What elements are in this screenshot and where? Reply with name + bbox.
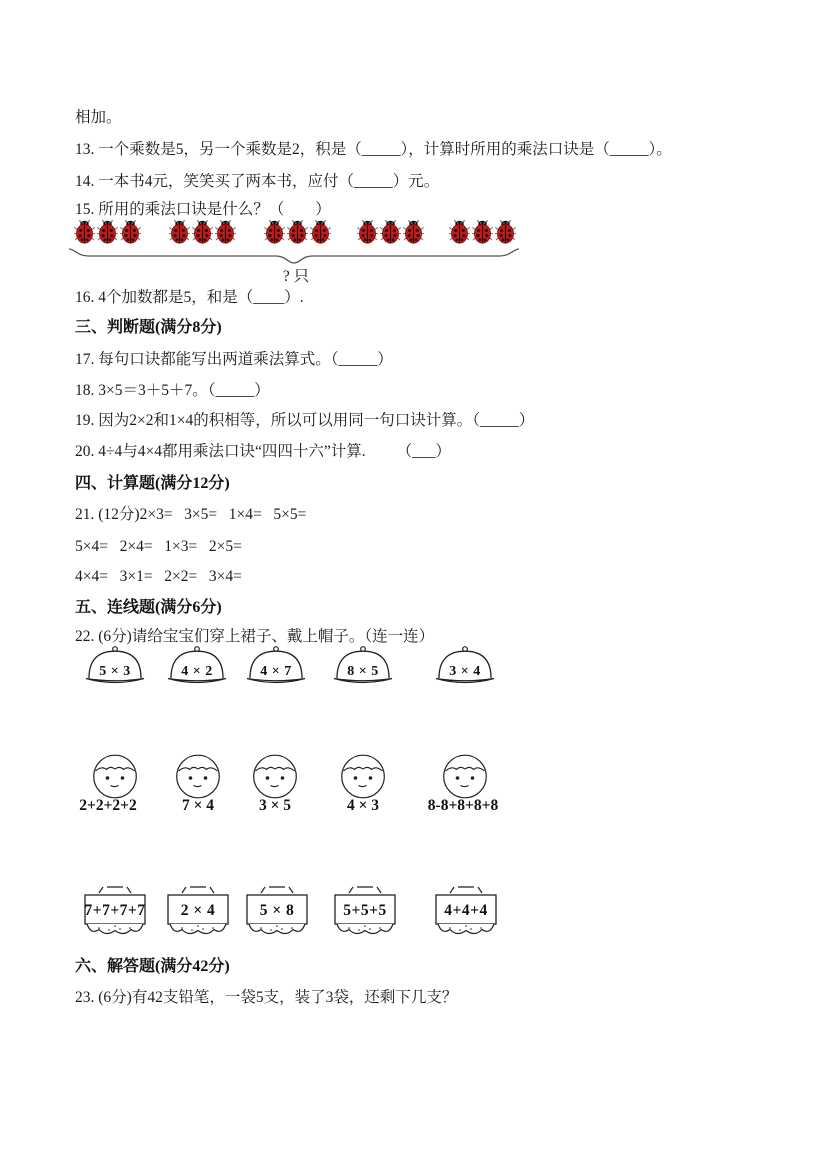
question-17: 17. 每句口诀都能写出两道乘法算式。（_____） [75,351,393,368]
ladybug-icon [403,219,424,245]
ladybug-icon [287,219,308,245]
ladybug-icon [357,219,378,245]
skirt-label: 5+5+5 [343,902,387,919]
ladybug-icon [472,219,493,245]
ladybug-icon [380,219,401,245]
section-5-heading: 五、连线题(满分6分) [75,599,222,616]
face-icon [174,752,222,800]
face-icon [441,752,489,800]
section-4-heading: 四、计算题(满分12分) [75,475,230,492]
skirt-label: 5 × 8 [259,902,295,919]
ladybug-icon [97,219,118,245]
face-shape-icon [91,752,139,800]
hat-label: 5 × 3 [99,664,131,679]
face-shape-icon [441,752,489,800]
ladybug-group [169,219,236,245]
face-icon [339,752,387,800]
ladybug-icon [120,219,141,245]
question-15: 15. 所用的乘法口诀是什么？（ ） [75,201,331,218]
question-20: 20. 4÷4与4×4都用乘法口诀“四四十六”计算. （___） [75,443,451,460]
ladybug-icon [310,219,331,245]
hat-label: 4 × 7 [260,664,292,679]
hat-label: 4 × 2 [181,664,213,679]
hat-icon [165,644,229,688]
face-label: 4 × 3 [346,797,380,814]
intro-text: 相加。 [75,109,122,126]
hat-icon [83,644,147,688]
section-6-heading: 六、解答题(满分42分) [75,958,230,975]
skirt-icon [75,882,155,944]
face-label: 3 × 5 [258,797,292,814]
ladybug-icon [264,219,285,245]
ladybug-group [449,219,516,245]
question-21-row1: 21. (12分)2×3= 3×5= 1×4= 5×5= [75,506,307,523]
question-13: 13. 一个乘数是5，另一个乘数是2，积是（_____），计算时所用的乘法口诀是（_____）。 [75,141,672,158]
question-22: 22. (6分)请给宝宝们穿上裙子、戴上帽子。（连一连） [75,628,435,645]
hat-icon [244,644,308,688]
face-label: 8-8+8+8+8 [427,797,499,814]
question-21-row3: 4×4= 3×1= 2×2= 3×4= [75,568,242,585]
section-3-heading: 三、判断题(满分8分) [75,319,222,336]
ladybug-group [74,219,141,245]
question-14: 14. 一本书4元，笑笑买了两本书，应付（_____）元。 [75,173,440,190]
skirt-label: 2 × 4 [180,902,216,919]
ladybug-icon [74,219,95,245]
hat-label: 3 × 4 [449,664,481,679]
skirt-icon [237,882,317,944]
hat-icon [433,644,497,688]
face-icon [251,752,299,800]
question-16: 16. 4个加数都是5，和是（____）. [75,289,304,306]
face-shape-icon [251,752,299,800]
ladybug-group [357,219,424,245]
question-19: 19. 因为2×2和1×4的积相等，所以可以用同一句口诀计算。（_____） [75,412,535,429]
question-18: 18. 3×5＝3＋5＋7。（_____） [75,382,270,399]
skirt-label: 4+4+4 [444,902,488,919]
question-23: 23. (6分)有42支铅笔，一袋5支，装了3袋，还剩下几支？ [75,989,458,1006]
skirt-icon [158,882,238,944]
hat-label: 8 × 5 [347,664,379,679]
ladybug-icon [215,219,236,245]
hat-icon [331,644,395,688]
ladybug-icon [449,219,470,245]
ladybug-icon [495,219,516,245]
skirt-icon [325,882,405,944]
skirt-icon [426,882,506,944]
face-label: 2+2+2+2 [79,797,137,814]
question-21-row2: 5×4= 2×4= 1×3= 2×5= [75,538,242,555]
ladybug-group [264,219,331,245]
skirt-label: 7+7+7+7 [84,902,146,919]
face-shape-icon [174,752,222,800]
face-shape-icon [339,752,387,800]
ladybug-icon [192,219,213,245]
face-icon [91,752,139,800]
face-label: 7 × 4 [181,797,215,814]
ladybug-icon [169,219,190,245]
brace-count-label: ? 只 [282,268,310,285]
